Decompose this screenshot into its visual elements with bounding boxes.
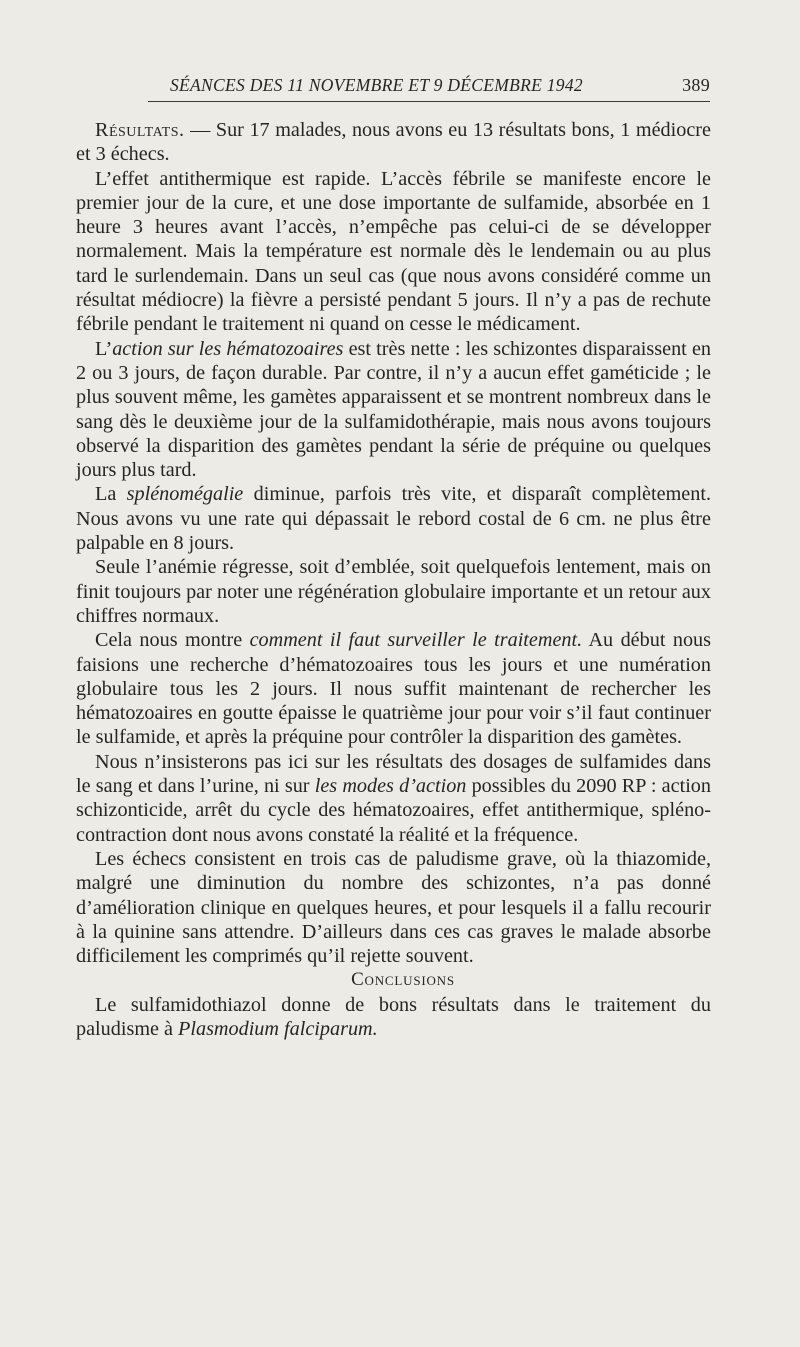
emphasis-plasmodium: Plasmodium falciparum. — [178, 1017, 378, 1040]
header-rule — [148, 101, 710, 102]
paragraph-results: Résultats. — Sur 17 malades, nous avons eu 13 résultats bons, 1 médiocre et 3 échecs. — [76, 119, 711, 166]
paragraph-failures: Les échecs consistent en trois cas de paludisme grave, où la thiazomide, malgré une diminution du nombre des schizontes, n’a pas donné d’amélioration clinique en quelques heures, et pour lesquels il a fallu recourir à la quinine sans attendre. D’ailleurs dans ces cas graves le malade absorbe difficilement les comprimés qu’il rejette souvent. — [76, 847, 711, 968]
paragraph-monitoring: Cela nous montre comment il faut surveiller le traitement. Au début nous faisions une recherche d’hématozoaires tous les jours et une numération globulaire tous les 2 jours. Il nous suffit maintenant de rechercher les hématozoaires en goutte épaisse le quatrième jour pour voir s’il faut continuer le sulfamide, et après la préquine pour contrôler la disparition des gamètes. — [76, 629, 711, 749]
paragraph-dosages: Nous n’insisterons pas ici sur les résultats des dosages de sulfamides dans le sang et dans l’urine, ni sur les modes d’action possibles du 2090 RP : action schizonticide, arrêt du cycle des hématozoaires, effet antithermique, spléno-contraction dont nous avons constaté la réalité et la fréquence. — [76, 750, 711, 846]
body-text — [76, 118, 711, 1041]
paragraph-conclusion: Le sulfamidothiazol donne de bons résultats dans le traitement du paludisme à Plasmodium falciparum. — [76, 993, 711, 1040]
page-number: 389 — [682, 75, 710, 95]
paragraph-hematozoa: L’action sur les hématozoaires est très nette : les schizontes disparaissent en 2 ou 3 jours, de façon durable. Par contre, il n’y a aucun effet gaméticide ; le plus souvent même, les gamètes apparaissent et se montrent nombreux dans le sang dès le deuxième jour de la sulfamidothérapie, mais nous avons toujours observé la disparition des gamètes pendant la série de préquine ou quelques jours plus tard. — [76, 337, 711, 482]
emphasis-splenomegaly: splénomégalie — [126, 483, 244, 506]
paragraph-splenomegaly: La splénomégalie diminue, parfois très vite, et disparaît complètement. Nous avons vu une rate qui dépassait le rebord costal de 6 cm. ne plus être palpable en 8 jours. — [76, 483, 711, 555]
emphasis-monitoring: comment il faut surveiller le traitement. — [249, 629, 583, 652]
running-header — [148, 73, 710, 101]
paragraph-antithermic: L’effet antithermique est rapide. L’accès fébrile se manifeste encore le premier jour de la cure, et une dose importante de sulfamide, absorbée en 1 heure 3 heures avant l’accès, n’empêche pas celui-ci de se développer normalement. Mais la température est normale dès le lendemain ou au plus tard le surlendemain. Dans un seul cas (que nous avons considéré comme un résultat médiocre) la fièvre a persisté pendant 5 jours. Il n’y a pas de rechute fébrile pendant le traitement ni quand on cesse le médicament. — [76, 167, 711, 336]
header-title: SÉANCES DES 11 NOVEMBRE ET 9 DÉCEMBRE 1942 — [170, 75, 583, 95]
emphasis-modes: les modes d’action — [314, 775, 467, 798]
paragraph-anemia: Seule l’anémie régresse, soit d’emblée, soit quelquefois lentement, mais on finit toujours par noter une régénération globulaire importante et un retour aux chiffres normaux. — [76, 556, 711, 627]
emphasis-action: action sur les hématozoaires — [112, 337, 344, 360]
conclusions-heading: Conclusions — [351, 969, 455, 991]
results-lead: Résultats. — [95, 119, 185, 141]
